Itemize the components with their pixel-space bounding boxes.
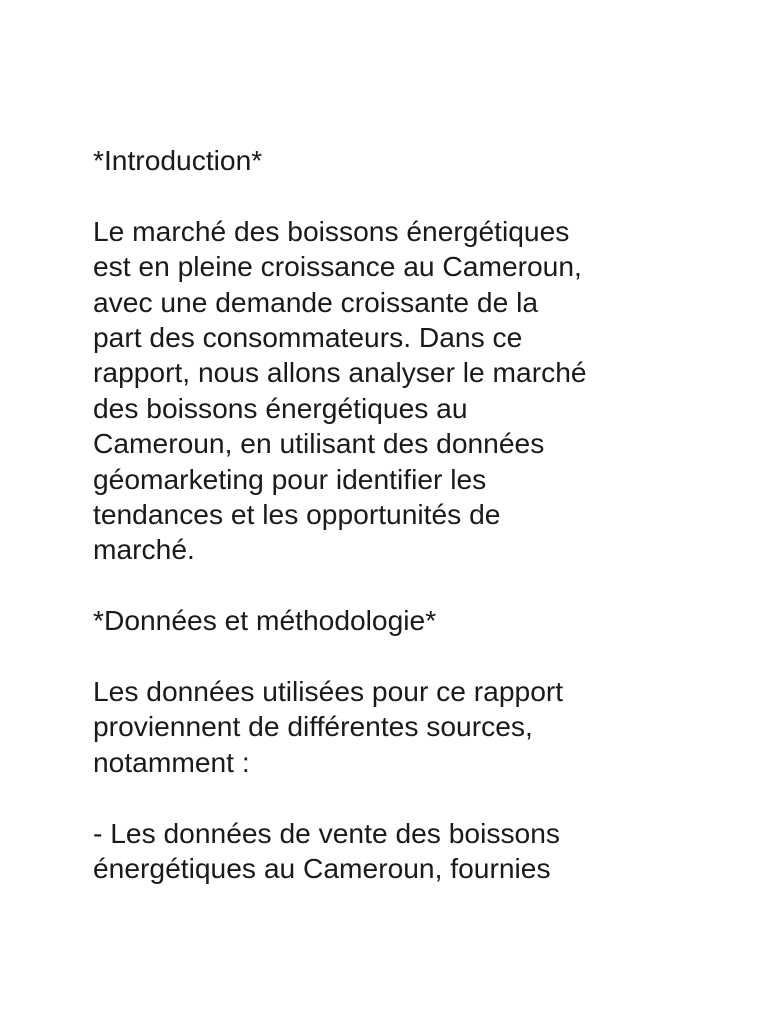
list-item: - Les données de vente des boissons énergétiques au Cameroun, fournies <box>93 816 560 885</box>
heading-data-methodology: *Données et méthodologie* <box>93 604 437 637</box>
heading-introduction: *Introduction* <box>93 144 263 176</box>
data-sources-paragraph: Les données utilisées pour ce rapport proviennent de différentes sources, notamment : <box>93 675 564 778</box>
introduction-paragraph: Le marché des boissons énergétiques est en pleine croissance au Cameroun, avec une demande croissante de la part des consommateurs. Dans ce rapport, nous allons analyser le marché des boissons énergétiques au Cameroun, en utilisant des données géomarketing pour identifier les tendances et les opportunités de marché. <box>93 214 587 566</box>
document-body <box>93 143 683 886</box>
